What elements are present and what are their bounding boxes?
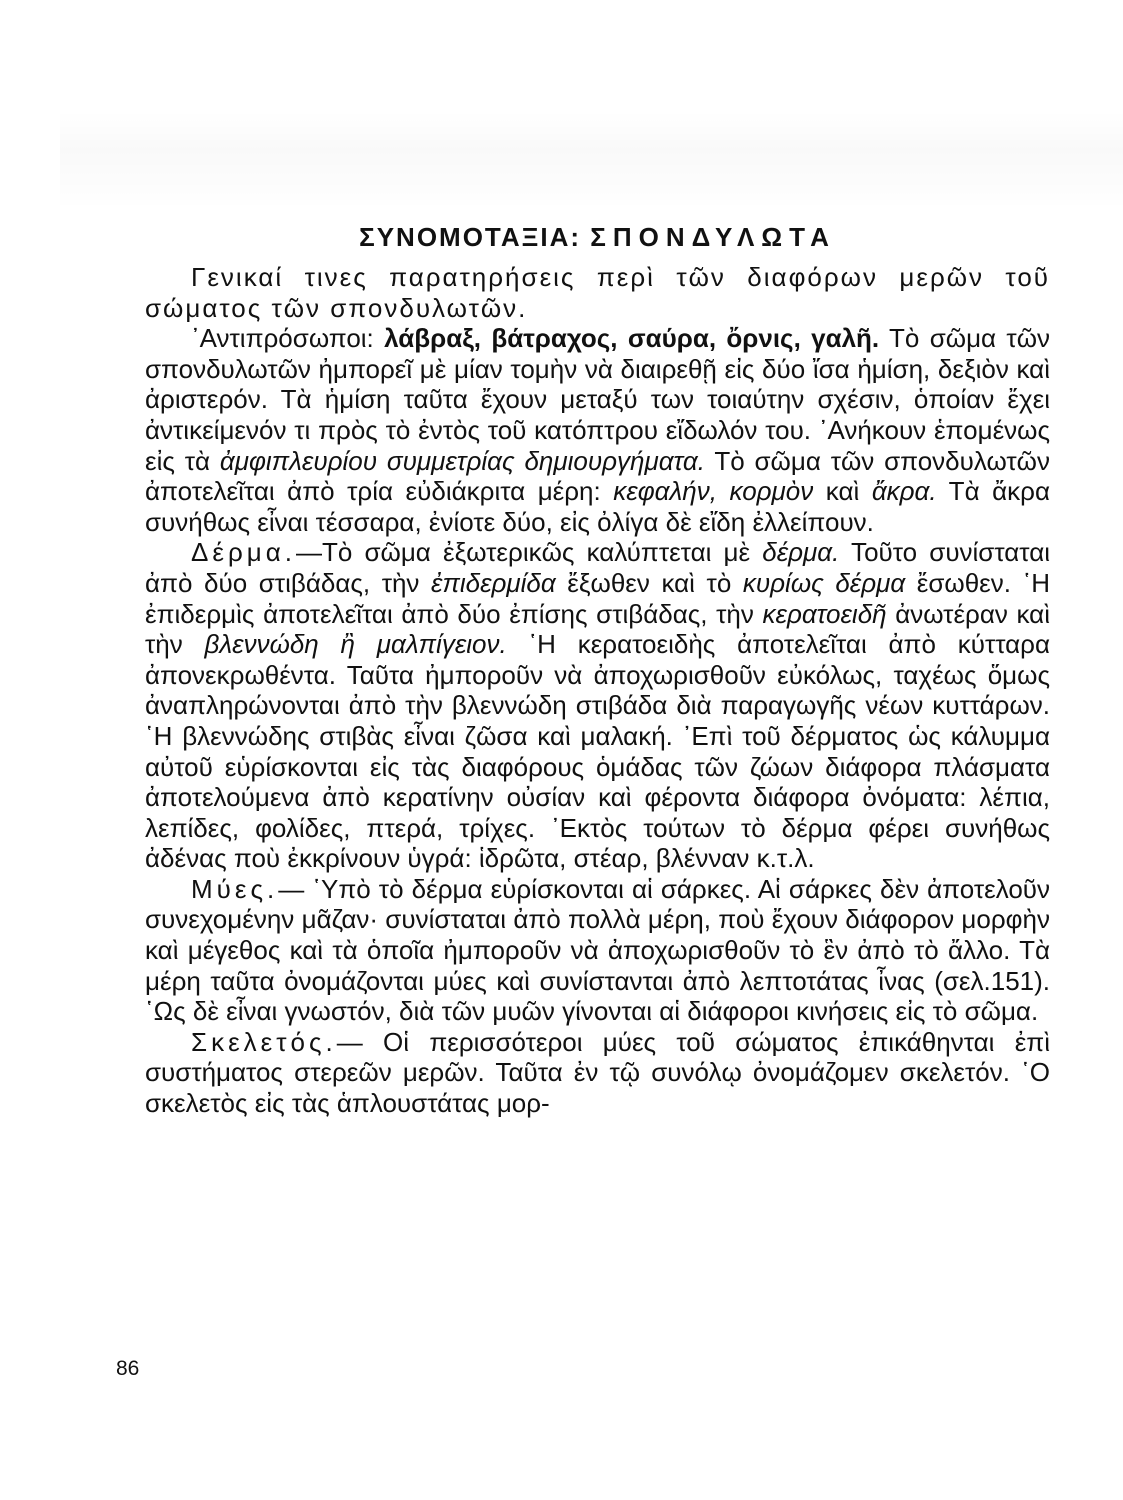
text-run: Τὸ σῶμα τῶν σπονδυλωτῶν ἠμπορεῖ μὲ μίαν τομὴν νὰ διαιρεθῇ εἰς δύο ἴσα ἡμίση, δεξιὸν καὶ ἀριστερόν. Τὰ ἡμίση ταῦτα ἔχουν μεταξύ των τοιαύτην σχέσιν, ὁποίαν ἔχει ἀντικείμενόν τι πρὸς τὸ ἐντὸς τοῦ κατόπτρου εἴδωλόν του. ᾿Ανήκουν ἑπομένως εἰς τὰ [145,323,1050,476]
text-run: —Τὸ σῶμα ἐξωτερικῶς καλύπτεται μὲ [295,537,763,568]
italic-term: δέρμα. [762,537,840,568]
page-number: 86 [116,1357,140,1380]
muscles-paragraph [145,874,1050,1027]
representatives-lead: ᾿Αντιπρόσωποι: [191,323,385,354]
representatives-examples: λάβραξ, βάτραχος, σαύρα, ὄρνις, γαλῆ. [384,323,880,354]
bleed-through-shadow [60,110,1123,210]
text-run: — Οἱ περισσότεροι μύες τοῦ σώματος ἐπικάθηνται ἐπὶ συστήματος στερεῶν μερῶν. Ταῦτα ἐν τῷ συνόλῳ ὀνομάζομεν σκελετόν. ῾Ο σκελετὸς εἰς τὰς ἁπλουστάτας μορ- [145,1026,1050,1119]
skeleton-paragraph [145,1027,1050,1119]
text-run: ἔξωθεν καὶ τὸ [555,567,743,598]
text-run: Τοῦτο συνίσταται ἀπὸ δύο στιβάδας, τὴν [145,537,1051,598]
skin-heading: Δέρμα. [191,537,296,568]
italic-term: βλεννώδη ἢ μαλπίγειον. [204,629,507,660]
italic-term: κεφαλήν, κορμὸν [613,476,814,507]
text-run: — ῾Υπὸ τὸ δέρμα εὑρίσκονται αἱ σάρκες. Αἱ σάρκες δὲν ἀποτελοῦν συνεχομένην μᾶζαν· συνίσταται ἀπὸ πολλὰ μέρη, ποὺ ἔχουν διάφορον μορφὴν καὶ μέγεθος καὶ τὰ ὁποῖα ἠμποροῦν νὰ ἀποχωρισθοῦν τὸ ἓν ἀπὸ τὸ ἄλλο. Τὰ μέρη ταῦτα ὀνομάζονται μύες καὶ συνίστανται ἀπὸ λεπτοτάτας ἶνας (σελ.151). ῾Ως δὲ εἶναι γνωστόν, διὰ τῶν μυῶν γίνονται αἱ διάφοροι κινήσεις εἰς τὸ σῶμα. [145,873,1050,1027]
skin-paragraph [145,537,1050,874]
italic-term: κυρίως δέρμα [742,567,906,598]
chapter-title [145,220,1050,254]
italic-term: κερατοειδῆ [762,598,887,629]
italic-term: ἀμφιπλευρίου συμμετρίας δημιουργήματα. [219,445,705,476]
italic-term: ἄκρα. [871,476,937,507]
muscles-heading: Μύες. [191,873,279,904]
title-part-2: ΣΠΟΝΔΥΛΩΤΑ [590,222,836,252]
text-run: ῾Η κερατοειδὴς ἀποτελεῖται ἀπὸ κύτταρα ἀπονεκρωθέντα. Ταῦτα ἠμποροῦν νὰ ἀποχωρισθοῦν εὐκόλως, ταχέως ὅμως ἀναπληρώνονται ἀπὸ τὴν βλεννώδη στιβάδα διὰ παραγωγῆς νέων κυττάρων. ῾Η βλεννώδης στιβὰς εἶναι ζῶσα καὶ μαλακή. ᾿Επὶ τοῦ δέρματος ὡς κάλυμμα αὐτοῦ εὑρίσκονται εἰς τὰς διαφόρους ὁμάδας τῶν ζώων διάφορα πλάσματα ἀποτελούμενα ἀπὸ κερατίνην οὐσίαν καὶ φέροντα διάφορα ὀνόματα: λέπια, λεπίδες, φολίδες, πτερά, τρίχες. ᾿Εκτὸς τούτων τὸ δέρμα φέρει συνήθως ἀδένας ποὺ ἐκκρίνουν ὑγρά: ἱδρῶτα, στέαρ, βλένναν κ.τ.λ. [145,629,1050,874]
skeleton-heading: Σκελετός. [191,1026,337,1057]
text-run: ἔσωθεν. ῾Η ἐπιδερμὶς ἀποτελεῖται ἀπὸ δύο ἐπίσης στιβάδας, τὴν [145,567,1051,629]
text-run: Τὰ ἄκρα συνήθως εἶναι τέσσαρα, ἐνίοτε δύο, εἰς ὀλίγα δὲ εἴδη ἐλλείπουν. [145,476,1050,537]
page-body [145,220,1050,1119]
text-run: ἀνωτέραν καὶ τὴν [145,598,1050,660]
representatives-paragraph [145,323,1050,537]
text-run: Τὸ σῶμα τῶν σπονδυλωτῶν ἀποτελεῖται ἀπὸ τρία εὐδιάκριτα μέρη: [145,445,1050,507]
intro-paragraph: Γενικαί τινες παρατηρήσεις περὶ τῶν διαφόρων μερῶν τοῦ σώματος τῶν σπονδυλωτῶν. [145,262,1050,323]
text-run: καὶ [813,476,872,507]
italic-term: ἐπιδερμίδα [431,567,556,598]
title-part-1: ΣΥΝΟΜΟΤΑΞΙΑ: [359,222,591,252]
